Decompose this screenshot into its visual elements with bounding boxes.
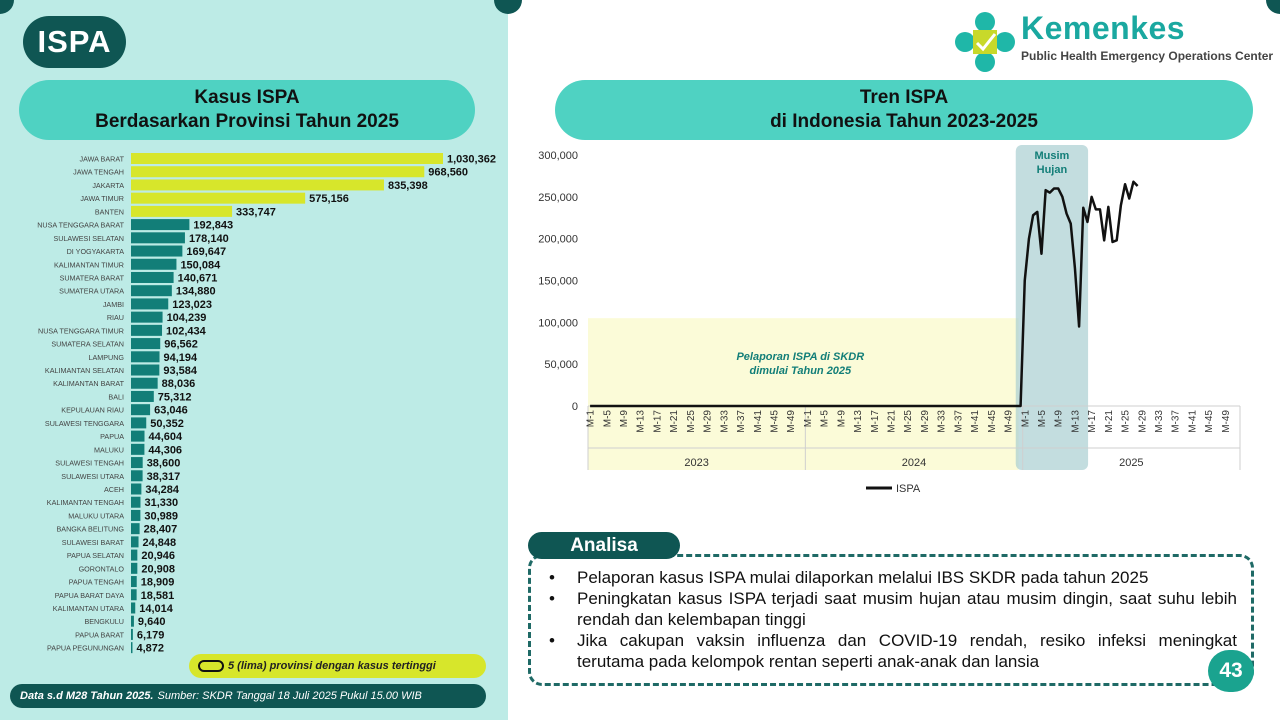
province-label: ACEH: [104, 485, 124, 494]
logo-subtitle: Public Health Emergency Operations Center: [1021, 49, 1274, 63]
x-tick-label: M-37: [736, 410, 748, 433]
x-tick-label: M-9: [619, 410, 631, 428]
analisa-point: • Peningkatan kasus ISPA terjadi saat musim hujan atau musim dingin, saat suhu lebih rendah dan kelembapan tinggi: [543, 588, 1237, 630]
x-tick-label: M-49: [786, 410, 798, 433]
province-value-label: 50,352: [150, 417, 184, 430]
province-label: PAPUA BARAT: [75, 630, 124, 640]
legend-box: [189, 654, 486, 678]
province-label: BANTEN: [94, 207, 124, 217]
province-bar: [131, 616, 134, 627]
province-label: KEPULAUAN RIAU: [61, 405, 124, 415]
province-label: BANGKA BELITUNG: [56, 524, 124, 534]
province-bar-chart: [0, 148, 508, 656]
trend-chart-title: [555, 80, 1253, 140]
province-value-label: 123,023: [172, 298, 213, 311]
x-tick-label: M-9: [1053, 410, 1065, 428]
province-value-label: 192,843: [193, 219, 234, 232]
province-chart-title-line1: Kasus ISPA: [194, 87, 300, 108]
page-number: 43: [1208, 650, 1254, 692]
province-bar: [131, 259, 176, 270]
y-tick-label: 100,000: [538, 317, 578, 330]
province-bar: [131, 351, 160, 362]
province-label: SUMATERA UTARA: [59, 286, 124, 296]
province-label: PAPUA BARAT DAYA: [54, 590, 124, 600]
province-bar: [131, 431, 145, 442]
y-tick-label: 200,000: [538, 233, 578, 246]
x-tick-label: M-5: [819, 410, 831, 428]
province-label: SULAWESI TENGAH: [55, 458, 124, 468]
province-value-label: 1,030,362: [447, 153, 496, 166]
province-value-label: 96,562: [164, 338, 198, 351]
province-value-label: 835,398: [387, 179, 428, 192]
x-tick-label: M-25: [903, 410, 915, 433]
province-bar: [131, 338, 160, 349]
province-bar: [131, 457, 143, 468]
x-tick-label: M-1: [585, 410, 597, 428]
province-bar: [131, 312, 163, 323]
province-label: SULAWESI SELATAN: [53, 233, 124, 243]
province-value-label: 104,239: [166, 312, 207, 325]
analisa-label: Analisa: [528, 532, 680, 559]
province-label: LAMPUNG: [88, 352, 124, 362]
year-label: 2024: [901, 457, 927, 469]
x-tick-label: M-13: [635, 410, 647, 433]
province-label: DI YOGYAKARTA: [66, 247, 124, 257]
province-bar: [131, 536, 139, 547]
province-label: KALIMANTAN BARAT: [53, 379, 124, 389]
province-bar: [131, 642, 132, 653]
province-value-label: 30,989: [144, 510, 179, 523]
province-value-label: 34,284: [145, 484, 180, 496]
x-tick-label: M-29: [702, 410, 714, 433]
x-tick-label: M-21: [669, 410, 681, 433]
province-label: NUSA TENGGARA BARAT: [37, 220, 124, 230]
province-bar: [131, 378, 158, 389]
analisa-list: [543, 567, 1237, 672]
province-value-label: 18,909: [140, 576, 175, 589]
province-bar: [131, 404, 150, 415]
province-bar: [131, 193, 305, 204]
province-value-label: 178,140: [188, 232, 229, 245]
province-value-label: 44,604: [148, 431, 183, 444]
x-tick-label: M-17: [1087, 410, 1099, 433]
province-value-label: 28,407: [143, 523, 178, 536]
province-value-label: 333,747: [236, 206, 276, 219]
x-tick-label: M-17: [652, 410, 664, 433]
province-bar: [131, 417, 146, 428]
province-value-label: 4,872: [136, 642, 165, 655]
province-bar: [131, 153, 443, 164]
x-tick-label: M-17: [869, 410, 881, 433]
province-bar: [131, 510, 140, 521]
province-value-label: 968,560: [428, 166, 469, 179]
province-label: KALIMANTAN TENGAH: [46, 498, 124, 508]
rainy-season-line2: Hujan: [1036, 164, 1068, 176]
province-chart-title-line2: Berdasarkan Provinsi Tahun 2025: [95, 111, 399, 132]
province-label: KALIMANTAN UTARA: [52, 603, 124, 613]
x-tick-label: M-5: [1036, 410, 1048, 428]
x-tick-label: M-45: [769, 410, 781, 433]
x-tick-label: M-21: [886, 410, 898, 433]
reporting-note-band: [585, 318, 1018, 470]
source-bar: [10, 684, 486, 708]
province-bar: [131, 219, 189, 230]
province-value-label: 18,581: [140, 589, 175, 602]
province-label: MALUKU: [94, 445, 124, 455]
province-label: PAPUA TENGAH: [68, 577, 124, 587]
x-tick-label: M-21: [1103, 410, 1115, 433]
province-bar: [131, 325, 162, 336]
analisa-box: [528, 554, 1254, 686]
province-label: PAPUA PEGUNUNGAN: [47, 643, 124, 653]
province-value-label: 150,084: [180, 259, 221, 272]
province-label: GORONTALO: [78, 564, 124, 574]
province-value-label: 38,317: [146, 470, 181, 483]
province-value-label: 88,036: [161, 378, 196, 391]
x-tick-label: M-13: [853, 410, 865, 433]
x-tick-label: M-13: [1070, 410, 1082, 433]
x-tick-label: M-33: [936, 410, 948, 433]
province-bar: [131, 232, 185, 243]
province-value-label: 575,156: [309, 193, 349, 206]
topic-tag: ISPA: [23, 16, 126, 68]
province-value-label: 14,014: [139, 602, 173, 615]
rainy-season-line1: Musim: [1034, 150, 1070, 162]
province-bar: [131, 272, 174, 283]
province-label: JAKARTA: [92, 180, 124, 190]
province-value-label: 134,880: [175, 285, 216, 298]
x-tick-label: M-37: [953, 410, 965, 433]
province-label: JAWA BARAT: [79, 154, 124, 164]
x-tick-label: M-33: [1154, 410, 1165, 433]
x-tick-label: M-5: [602, 410, 614, 428]
province-chart-title: [19, 80, 475, 140]
province-label: BALI: [108, 392, 124, 402]
trend-chart-title-line2: di Indonesia Tahun 2023-2025: [770, 111, 1038, 132]
province-bar: [131, 179, 384, 190]
province-value-label: 20,908: [141, 563, 175, 576]
province-label: JAWA TIMUR: [80, 194, 124, 204]
province-value-label: 31,330: [144, 497, 179, 510]
analisa-point: • Jika cakupan vaksin influenza dan COVID-19 rendah, resiko infeksi meningkat terutama pada kelompok rentan seperti anak-anak dan lansia: [543, 630, 1237, 672]
x-tick-label: M-41: [1187, 410, 1199, 433]
province-bar: [131, 206, 232, 217]
province-bar: [131, 484, 141, 495]
province-label: PAPUA SELATAN: [66, 551, 124, 561]
province-label: SULAWESI TENGGARA: [44, 418, 124, 428]
province-bar: [131, 523, 140, 534]
province-bar: [131, 444, 144, 455]
y-tick-label: 50,000: [544, 359, 578, 372]
year-label: 2023: [684, 457, 709, 469]
province-value-label: 20,946: [141, 550, 175, 563]
province-bar: [131, 602, 135, 613]
kemenkes-logo: [955, 12, 1275, 74]
y-tick-label: 300,000: [538, 150, 578, 162]
x-tick-label: M-49: [1003, 410, 1015, 433]
y-tick-label: 150,000: [538, 275, 578, 288]
province-value-label: 75,312: [157, 391, 192, 404]
province-label: NUSA TENGGARA TIMUR: [38, 326, 124, 336]
province-bar: [131, 285, 172, 296]
x-tick-label: M-41: [970, 410, 982, 433]
province-bar: [131, 589, 137, 600]
province-bar: [131, 576, 137, 587]
trend-line-chart: [520, 140, 1260, 510]
province-value-label: 94,194: [163, 351, 198, 364]
province-bar: [131, 563, 137, 574]
province-label: KALIMANTAN TIMUR: [53, 260, 124, 270]
province-label: PAPUA: [100, 432, 124, 442]
province-label: KALIMANTAN SELATAN: [44, 366, 124, 376]
province-label: JAWA TENGAH: [73, 167, 124, 177]
source-text: Sumber: SKDR Tanggal 18 Juli 2025 Pukul 15.00 WIB: [157, 690, 422, 702]
province-label: BENGKULU: [84, 617, 124, 627]
province-value-label: 93,584: [163, 365, 197, 378]
province-bar: [131, 497, 140, 508]
legend-label: ISPA: [896, 483, 921, 495]
x-tick-label: M-29: [1137, 410, 1149, 433]
province-value-label: 9,640: [137, 616, 166, 629]
y-tick-label: 0: [571, 401, 578, 413]
x-tick-label: M-49: [1220, 410, 1232, 433]
logo-name: Kemenkes: [1021, 10, 1186, 46]
x-tick-label: M-41: [752, 410, 764, 433]
reporting-note-line2: dimulai Tahun 2025: [749, 365, 852, 377]
province-value-label: 24,848: [142, 536, 177, 549]
province-label: JAMBI: [102, 299, 124, 309]
y-tick-label: 250,000: [538, 191, 578, 204]
province-label: SUMATERA SELATAN: [51, 339, 124, 349]
x-tick-label: M-45: [986, 410, 998, 433]
province-label: SULAWESI BARAT: [61, 537, 124, 547]
province-bar: [131, 391, 154, 402]
province-bar: [131, 298, 168, 309]
analisa-point: • Pelaporan kasus ISPA mulai dilaporkan melalui IBS SKDR pada tahun 2025: [543, 567, 1237, 588]
province-value-label: 44,306: [148, 444, 183, 457]
x-tick-label: M-1: [1020, 410, 1032, 428]
x-tick-label: M-29: [919, 410, 931, 433]
province-bar: [131, 166, 424, 177]
logo-mark-icon: [955, 12, 1017, 74]
province-value-label: 102,434: [166, 325, 206, 338]
province-bar: [131, 246, 182, 257]
province-value-label: 38,600: [146, 457, 181, 470]
province-label: MALUKU UTARA: [68, 511, 124, 521]
province-label: RIAU: [106, 313, 124, 323]
province-value-label: 63,046: [154, 404, 188, 417]
province-bar: [131, 629, 133, 640]
province-label: SULAWESI UTARA: [61, 471, 124, 481]
x-tick-label: M-45: [1204, 410, 1216, 433]
province-bar: [131, 550, 137, 561]
legend-note: 5 (lima) provinsi dengan kasus tertinggi: [228, 660, 436, 672]
x-tick-label: M-25: [1120, 410, 1132, 433]
x-tick-label: M-33: [719, 410, 731, 433]
x-tick-label: M-1: [802, 410, 814, 428]
province-bar: [131, 365, 159, 376]
x-tick-label: M-25: [685, 410, 697, 433]
x-tick-label: M-37: [1170, 410, 1182, 433]
legend-swatch: [198, 660, 224, 672]
province-label: SUMATERA BARAT: [59, 273, 124, 283]
province-value-label: 140,671: [177, 272, 218, 285]
year-label: 2025: [1119, 457, 1144, 469]
reporting-note-line1: Pelaporan ISPA di SKDR: [736, 351, 865, 363]
province-bar: [131, 470, 143, 481]
province-value-label: 169,647: [186, 246, 227, 259]
trend-chart-title-line1: Tren ISPA: [859, 87, 949, 108]
x-tick-label: M-9: [836, 410, 848, 428]
source-bold: Data s.d M28 Tahun 2025.: [20, 690, 154, 702]
province-value-label: 6,179: [136, 629, 165, 642]
